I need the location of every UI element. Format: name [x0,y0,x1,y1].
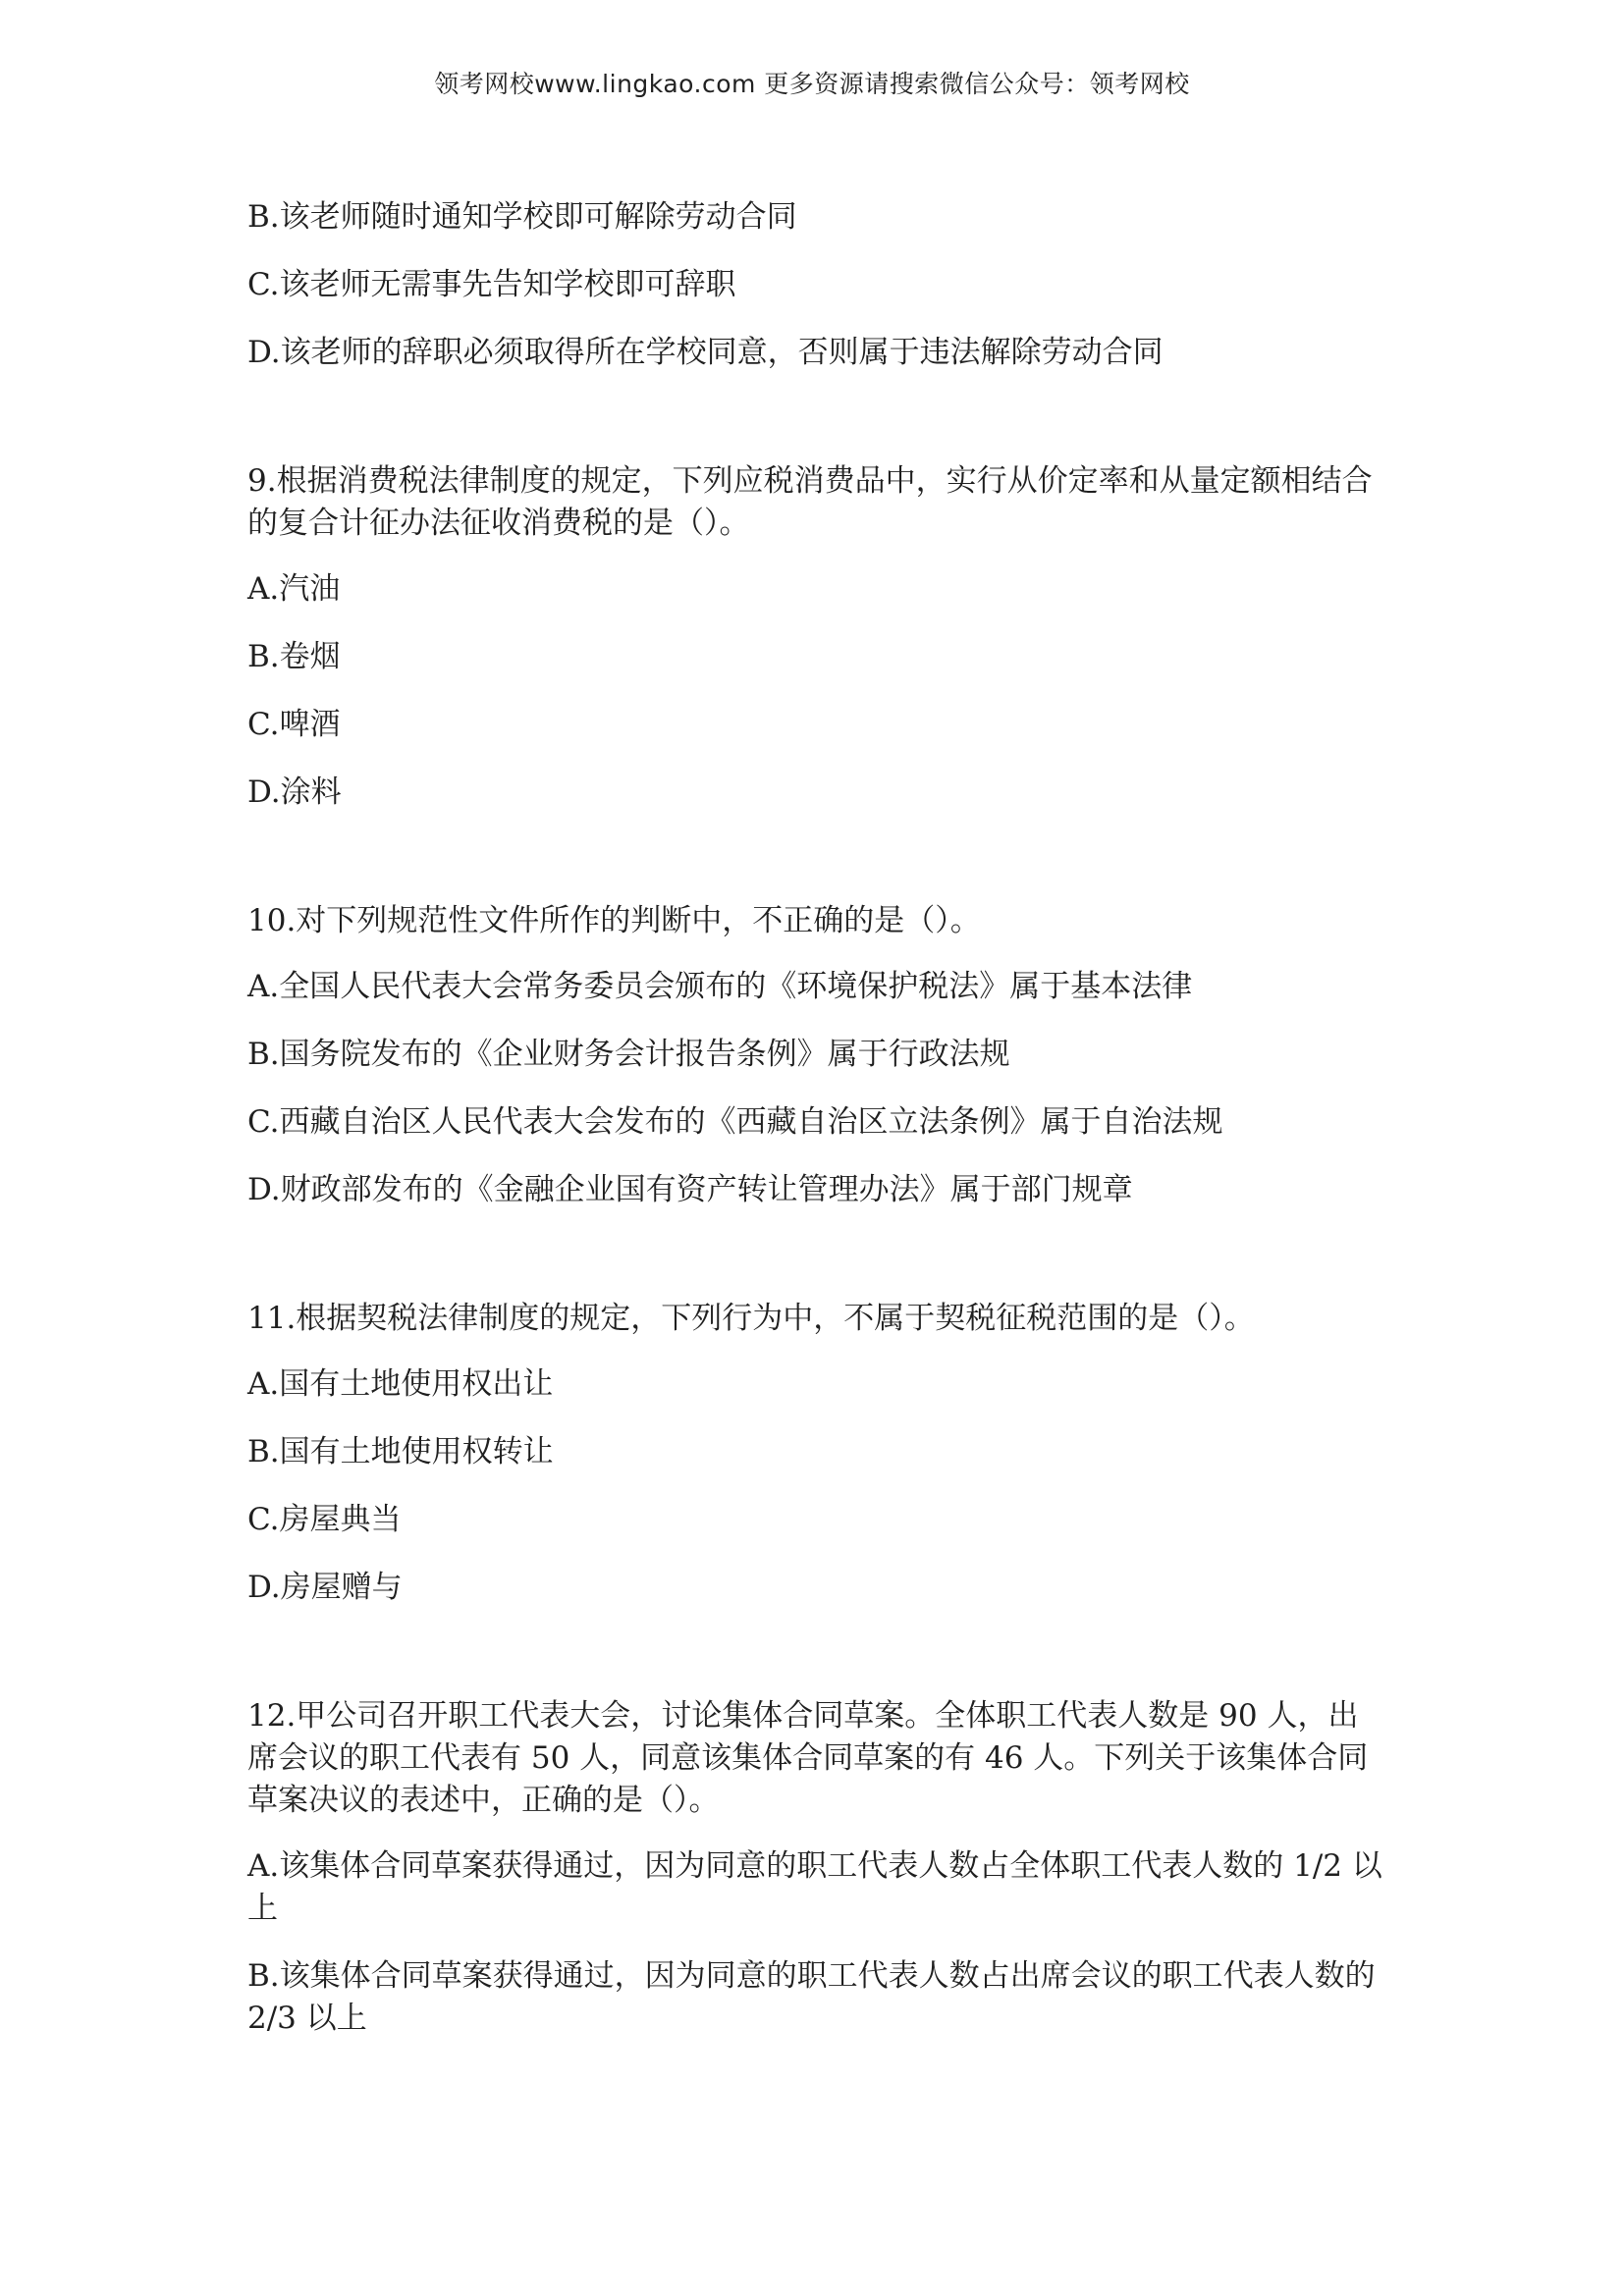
question-11 [247,1298,1386,1609]
option-d: D.财政部发布的《金融企业国有资产转让管理办法》属于部门规章 [247,1172,1133,1207]
page-header: 领考网校www.lingkao.com 更多资源请搜索微信公众号：领考网校 [434,70,1190,98]
question-12 [247,1695,1386,2040]
option-b: B.该集体合同草案获得通过，因为同意的职工代表人数占出席会议的职工代表人数的 2/3 以上 [247,1958,1376,2036]
option-a: A.国有土地使用权出让 [247,1366,554,1402]
spacer [247,1634,1386,1695]
option-b: B.该老师随时通知学校即可解除劳动合同 [247,199,797,235]
option-d: D.该老师的辞职必须取得所在学校同意，否则属于违法解除劳动合同 [247,335,1164,370]
option-b: B.国务院发布的《企业财务会计报告条例》属于行政法规 [247,1037,1010,1072]
question-10 [247,900,1386,1211]
spacer [247,839,1386,900]
option-c: C.房屋典当 [247,1502,402,1537]
question-stem: 11.根据契税法律制度的规定，下列行为中，不属于契税征税范围的是（）。 [247,1301,1255,1336]
option-b: B.国有土地使用权转让 [247,1434,554,1469]
option-a: A.该集体合同草案获得通过，因为同意的职工代表人数占全体职工代表人数的 1/2 以上 [247,1848,1382,1926]
spacer [247,1237,1386,1298]
question-8-continued [247,196,1386,374]
option-a: A.汽油 [247,571,341,607]
option-c: C.该老师无需事先告知学校即可辞职 [247,267,736,302]
question-stem: 12.甲公司召开职工代表大会，讨论集体合同草案。全体职工代表人数是 90 人，出席会议的职工代表有 50 人，同意该集体合同草案的有 46 人。下列关于该集体合同草案决议的表述中，正确的是（）。 [247,1698,1369,1818]
question-stem: 9.根据消费税法律制度的规定，下列应税消费品中，实行从价定率和从量定额相结合的复合计征办法征收消费税的是（）。 [247,463,1373,541]
option-c: C.啤酒 [247,707,341,742]
option-d: D.房屋赠与 [247,1570,403,1605]
option-b: B.卷烟 [247,639,341,674]
question-stem: 10.对下列规范性文件所作的判断中，不正确的是（）。 [247,903,981,938]
option-c: C.西藏自治区人民代表大会发布的《西藏自治区立法条例》属于自治法规 [247,1104,1223,1140]
spacer [247,400,1386,460]
option-d: D.涂料 [247,774,342,810]
question-9 [247,460,1386,814]
option-a: A.全国人民代表大会常务委员会颁布的《环境保护税法》属于基本法律 [247,969,1193,1004]
document-body [247,196,1386,2065]
